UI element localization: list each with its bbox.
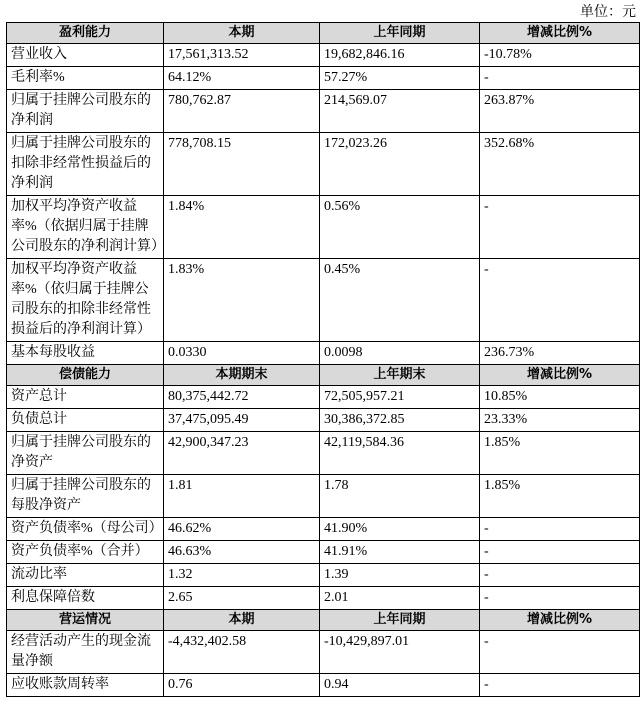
cell-value: - [480,259,640,342]
section-header-row [7,365,640,386]
cell-value: 0.76 [164,674,320,697]
cell-value: 10.85% [480,386,640,409]
column-header: 上年同期 [320,23,480,44]
table-row [7,133,640,196]
cell-value: 1.85% [480,432,640,475]
cell-value: 352.68% [480,133,640,196]
cell-value: 236.73% [480,342,640,365]
cell-value: 30,386,372.85 [320,409,480,432]
row-label: 资产总计 [7,386,164,409]
unit-label: 单位：元 [580,5,636,20]
cell-value: 72,505,957.21 [320,386,480,409]
cell-value: 0.94 [320,674,480,697]
table-row [7,518,640,541]
row-label: 归属于挂牌公司股东的净资产 [7,432,164,475]
cell-value: 64.12% [164,67,320,90]
cell-value: 263.87% [480,90,640,133]
cell-value: - [480,674,640,697]
table-row [7,475,640,518]
cell-value: 42,900,347.23 [164,432,320,475]
cell-value: 17,561,313.52 [164,44,320,67]
cell-value: 1.85% [480,475,640,518]
row-label: 经营活动产生的现金流量净额 [7,631,164,674]
table-row [7,386,640,409]
table-row [7,631,640,674]
cell-value: 0.0330 [164,342,320,365]
column-header: 本期期末 [164,365,320,386]
cell-value: 778,708.15 [164,133,320,196]
cell-value: 37,475,095.49 [164,409,320,432]
cell-value: 41.90% [320,518,480,541]
row-label: 归属于挂牌公司股东的每股净资产 [7,475,164,518]
column-header: 上年同期 [320,610,480,631]
section-header-row [7,23,640,44]
cell-value: 172,023.26 [320,133,480,196]
column-header: 上年期末 [320,365,480,386]
cell-value: 46.63% [164,541,320,564]
cell-value: - [480,67,640,90]
cell-value: - [480,631,640,674]
cell-value: 57.27% [320,67,480,90]
table-row [7,587,640,610]
cell-value: 42,119,584.36 [320,432,480,475]
cell-value: - [480,518,640,541]
table-row [7,44,640,67]
row-label: 流动比率 [7,564,164,587]
row-label: 应收账款周转率 [7,674,164,697]
cell-value: 1.83% [164,259,320,342]
cell-value: - [480,541,640,564]
cell-value: -10,429,897.01 [320,631,480,674]
row-label: 资产负债率%（母公司） [7,518,164,541]
row-label: 利息保障倍数 [7,587,164,610]
section-title: 盈利能力 [7,23,164,44]
cell-value: 2.01 [320,587,480,610]
row-label: 营业收入 [7,44,164,67]
cell-value: 1.39 [320,564,480,587]
table-row [7,90,640,133]
column-header: 增减比例% [480,365,640,386]
cell-value: 41.91% [320,541,480,564]
cell-value: 2.65 [164,587,320,610]
table-row [7,67,640,90]
financial-indicators-table [6,22,640,697]
cell-value: 80,375,442.72 [164,386,320,409]
column-header: 本期 [164,610,320,631]
section-header-row [7,610,640,631]
cell-value: - [480,196,640,259]
table-row [7,259,640,342]
row-label: 加权平均净资产收益率%（依据归属于挂牌公司股东的净利润计算） [7,196,164,259]
table-row [7,541,640,564]
cell-value: - [480,587,640,610]
cell-value: 1.32 [164,564,320,587]
cell-value: 780,762.87 [164,90,320,133]
cell-value: 1.81 [164,475,320,518]
cell-value: 0.45% [320,259,480,342]
table-row [7,409,640,432]
cell-value: 1.84% [164,196,320,259]
table-row [7,196,640,259]
table-row [7,564,640,587]
cell-value: 0.56% [320,196,480,259]
column-header: 增减比例% [480,23,640,44]
row-label: 负债总计 [7,409,164,432]
cell-value: -4,432,402.58 [164,631,320,674]
section-title: 偿债能力 [7,365,164,386]
cell-value: - [480,564,640,587]
cell-value: 1.78 [320,475,480,518]
row-label: 归属于挂牌公司股东的扣除非经常性损益后的净利润 [7,133,164,196]
section-title: 营运情况 [7,610,164,631]
column-header: 增减比例% [480,610,640,631]
row-label: 毛利率% [7,67,164,90]
cell-value: 46.62% [164,518,320,541]
cell-value: 19,682,846.16 [320,44,480,67]
cell-value: 214,569.07 [320,90,480,133]
table-row [7,432,640,475]
table-row [7,674,640,697]
row-label: 加权平均净资产收益率%（依归属于挂牌公司股东的扣除非经常性损益后的净利润计算） [7,259,164,342]
cell-value: 23.33% [480,409,640,432]
column-header: 本期 [164,23,320,44]
row-label: 资产负债率%（合并） [7,541,164,564]
cell-value: 0.0098 [320,342,480,365]
row-label: 基本每股收益 [7,342,164,365]
table-row [7,342,640,365]
row-label: 归属于挂牌公司股东的净利润 [7,90,164,133]
cell-value: -10.78% [480,44,640,67]
